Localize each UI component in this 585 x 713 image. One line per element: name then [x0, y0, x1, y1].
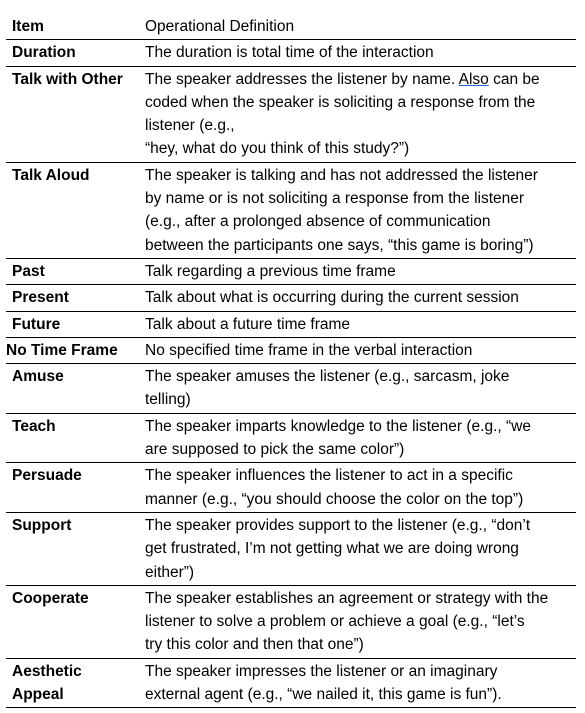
definition-cell-aesthetic-appeal	[141, 658, 576, 708]
definition-line: external agent (e.g., “we nailed it, this game is fun”).	[145, 686, 502, 704]
table-row	[6, 258, 576, 284]
definition-cell-persuade	[141, 463, 576, 513]
item-label: Talk with Other	[12, 70, 123, 88]
definition-line: The duration is total time of the interaction	[145, 44, 434, 62]
table-row	[6, 311, 576, 337]
definitions-table	[6, 14, 576, 708]
definition-line-first	[145, 68, 576, 91]
table-row	[6, 364, 576, 414]
item-cell-future	[6, 311, 141, 337]
header-row	[6, 14, 576, 40]
table-row	[6, 337, 576, 363]
item-cell-aesthetic-appeal	[6, 658, 141, 708]
definition-line: The speaker influences the listener to act in a specific	[145, 467, 513, 485]
definition-line: by name or is not soliciting a response from the listener	[145, 190, 525, 208]
definition-line: either”)	[145, 563, 195, 581]
definition-cell-amuse	[141, 364, 576, 414]
item-label: No Time Frame	[6, 341, 118, 359]
item-label: Support	[12, 516, 72, 534]
item-label: Cooperate	[12, 589, 89, 607]
definition-line: telling)	[145, 391, 191, 409]
definition-cell-present	[141, 285, 576, 311]
item-label: Appeal	[12, 686, 64, 704]
item-cell-cooperate	[6, 585, 141, 658]
item-cell-talk-with-other	[6, 66, 141, 162]
header-definition: Operational Definition	[141, 14, 576, 40]
item-cell-persuade	[6, 463, 141, 513]
item-cell-talk-aloud	[6, 162, 141, 258]
table-row	[6, 285, 576, 311]
definition-line: get frustrated, I’m not getting what we are doing wrong	[145, 540, 519, 558]
table-body	[6, 40, 576, 708]
definition-line: listener (e.g.,	[145, 117, 235, 135]
item-cell-teach	[6, 413, 141, 463]
definition-line: The speaker imparts knowledge to the listener (e.g., “we	[145, 417, 531, 435]
definition-line: try this color and then that one”)	[145, 636, 364, 654]
definition-line: coded when the speaker is soliciting a response from the	[145, 93, 536, 111]
definition-line: between the participants one says, “this game is boring”)	[145, 236, 534, 254]
definition-cell-duration	[141, 40, 576, 66]
definition-cell-talk-with-other	[141, 66, 576, 162]
definition-line: manner (e.g., “you should choose the color on the top”)	[145, 490, 524, 508]
definition-line: are supposed to pick the same color”)	[145, 441, 405, 459]
table-row	[6, 512, 576, 585]
definition-cell-teach	[141, 413, 576, 463]
table-row	[6, 162, 576, 258]
item-label: Teach	[12, 417, 56, 435]
definition-line: Talk about a future time frame	[145, 315, 351, 333]
definition-line: (e.g., after a prolonged absence of communication	[145, 213, 491, 231]
definition-text-after: can be	[488, 70, 540, 88]
item-label: Persuade	[12, 467, 82, 485]
item-cell-amuse	[6, 364, 141, 414]
item-label: Past	[12, 262, 45, 280]
table-row	[6, 585, 576, 658]
definition-cell-cooperate	[141, 585, 576, 658]
definition-text-before: The speaker addresses the listener by name.	[145, 70, 459, 88]
header-item: Item	[6, 14, 141, 40]
definition-text-underlined: Also	[458, 70, 489, 88]
item-cell-support	[6, 512, 141, 585]
table-row	[6, 658, 576, 708]
item-label: Amuse	[12, 368, 64, 386]
definition-line: listener to solve a problem or achieve a goal (e.g., “let’s	[145, 613, 525, 631]
definition-line: No specified time frame in the verbal interaction	[145, 341, 473, 359]
definition-line: Talk about what is occurring during the current session	[145, 289, 519, 307]
definition-cell-talk-aloud	[141, 162, 576, 258]
item-label: Future	[12, 315, 61, 333]
definition-line: The speaker establishes an agreement or strategy with the	[145, 589, 549, 607]
table-row	[6, 66, 576, 162]
table-row	[6, 413, 576, 463]
item-label: Duration	[12, 44, 76, 62]
definition-line: The speaker is talking and has not addressed the listener	[145, 166, 538, 184]
item-label: Talk Aloud	[12, 166, 90, 184]
definition-line: The speaker provides support to the listener (e.g., “don’t	[145, 516, 531, 534]
definition-cell-future	[141, 311, 576, 337]
definition-line: The speaker amuses the listener (e.g., sarcasm, joke	[145, 368, 510, 386]
table-header	[6, 14, 576, 40]
table-row	[6, 40, 576, 66]
item-cell-past	[6, 258, 141, 284]
item-label: Present	[12, 289, 69, 307]
item-cell-present	[6, 285, 141, 311]
definition-line: The speaker impresses the listener or an imaginary	[145, 662, 498, 680]
definition-line: Talk regarding a previous time frame	[145, 262, 396, 280]
item-label: Aesthetic	[12, 662, 82, 680]
item-cell-duration	[6, 40, 141, 66]
item-cell-no-time-frame	[6, 337, 141, 363]
table-row	[6, 463, 576, 513]
definition-cell-support	[141, 512, 576, 585]
definition-line: “hey, what do you think of this study?”)	[145, 140, 410, 158]
definition-cell-past	[141, 258, 576, 284]
operational-definition-table	[6, 14, 576, 708]
definition-cell-no-time-frame	[141, 337, 576, 363]
